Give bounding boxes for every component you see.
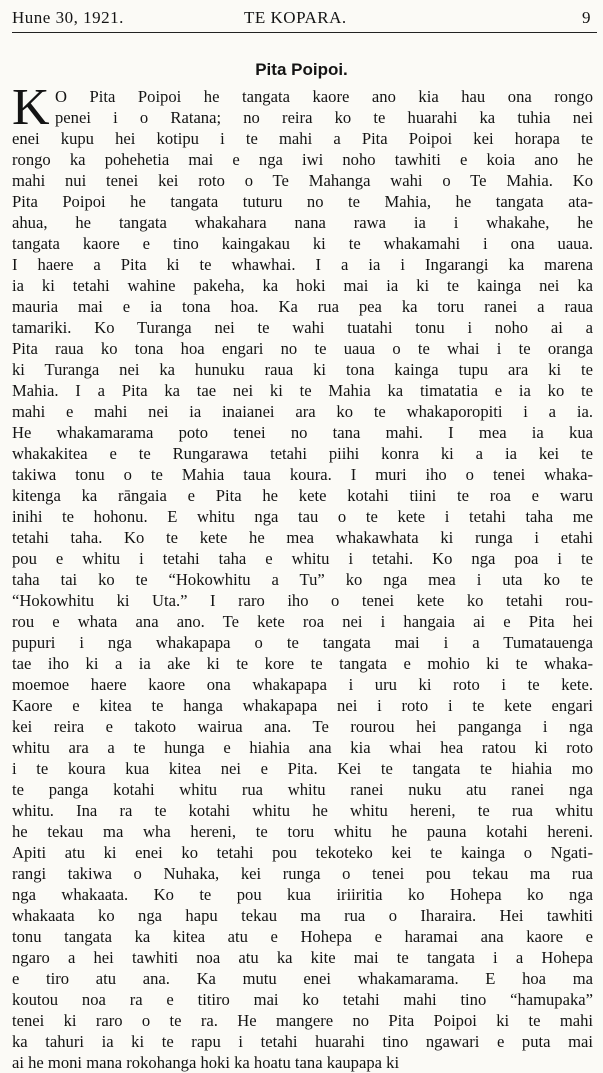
page-header bbox=[12, 6, 597, 33]
article-line: ki Turanga nei ka hunuku raua ki tona kainga tupu ara ki te bbox=[12, 360, 593, 379]
article-line: te panga kotahi whitu rua whitu ranei nuku atu ranei nga bbox=[12, 780, 593, 799]
article-line: tenei ki raro o te ra. He mangere no Pita Poipoi ki te mahi bbox=[12, 1011, 593, 1030]
article-line: koutou noa ra e titiro mai ko tetahi mahi tino “hamupaka” bbox=[12, 990, 593, 1009]
article-line: i te koura kua kitea nei e Pita. Kei te tangata te hiahia mo bbox=[12, 759, 593, 778]
article-line: tangata kaore e tino kaingakau ki te whakamahi i ona uaua. bbox=[12, 234, 593, 253]
article-line: whitu. Ina ra te kotahi whitu he whitu hereni, te rua whitu bbox=[12, 801, 593, 820]
article-line: moemoe haere kaore ona whakapapa i uru ki roto i te kete. bbox=[12, 675, 593, 694]
article-line: Pita Poipoi he tangata tuturu no te Mahia, he tangata ata- bbox=[12, 192, 593, 211]
article-line: e tiro atu ana. Ka mutu enei whakamarama. E hoa ma bbox=[12, 969, 593, 988]
article-line: mahi nui tenei kei roto o Te Mahanga wahi o Te Mahia. Ko bbox=[12, 171, 593, 190]
article-line: O Pita Poipoi he tangata kaore ano kia hau ona rongo bbox=[55, 87, 593, 106]
article-line: whitu ara a te hunga e hiahia ana kia whai hea ratou ki roto bbox=[12, 738, 593, 757]
article-line: tonu tangata ka kitea atu e Hohepa e haramai ana kaore e bbox=[12, 927, 593, 946]
article-line: penei i o Ratana; no reira ko te huarahi ka tuhia nei bbox=[55, 108, 593, 127]
article-line: Mahia. I a Pita ka tae nei ki te Mahia ka timatatia e ia ko te bbox=[12, 381, 593, 400]
article-line: I haere a Pita ki te whawhai. I a ia i Ingarangi ka marena bbox=[12, 255, 593, 274]
article-line: He whakamarama poto tenei no tana mahi. I mea ia kua bbox=[12, 423, 593, 442]
article-line: whakakitea e te Rungarawa tetahi piihi konra ki a ia kei te bbox=[12, 444, 593, 463]
article-line: enei kupu hei kotipu i te mahi a Pita Poipoi kei horapa te bbox=[12, 129, 593, 148]
article-line: ia ki tetahi wahine pakeha, ka hoki mai ia ki te kainga nei ka bbox=[12, 276, 593, 295]
drop-cap: K bbox=[12, 79, 50, 136]
article-line: taha tai ko te “Hokowhitu a Tu” ko nga mea i uta ko te bbox=[12, 570, 593, 589]
page-number: 9 bbox=[582, 8, 591, 27]
article-line: rou e whata ana ano. Te kete roa nei i hangaia ai e Pita hei bbox=[12, 612, 593, 631]
issue-date: Hune 30, 1921. bbox=[12, 8, 124, 27]
article-body bbox=[12, 79, 593, 1073]
article-line: he tekau ma wha hereni, te toru whitu he pauna kotahi hereni. bbox=[12, 822, 593, 841]
article-line: tamariki. Ko Turanga nei te wahi tuatahi tonu i noho ai a bbox=[12, 318, 593, 337]
article-line: inihi te hohonu. E whitu nga tau o te kete i tetahi taha me bbox=[12, 507, 593, 526]
article-line: Pita raua ko tona hoa engari no te uaua o te whai i te oranga bbox=[12, 339, 593, 358]
article-line: rongo ka pohehetia mai e nga iwi noho tawhiti e koia ano he bbox=[12, 150, 593, 169]
article-line: pou e whitu i tetahi taha e whitu i tetahi. Ko nga poa i te bbox=[12, 549, 593, 568]
article-line: mauria mai e ia tona hoa. Ka rua pea ka toru ranei a raua bbox=[12, 297, 593, 316]
article-line: rangi takiwa o Nuhaka, kei runga o tenei pou tekau ma rua bbox=[12, 864, 593, 883]
article-line: ahua, he tangata whakahara nana rawa ia i whakahe, he bbox=[12, 213, 593, 232]
article-line: Apiti atu ki enei ko tetahi pou tekoteko kei te kainga o Ngati- bbox=[12, 843, 593, 862]
article-line: mahi e mahi nei ia inaianei ara ko te whakaporopiti i a ia. bbox=[12, 402, 593, 421]
article-line: pupuri i nga whakapapa o te tangata mai i a Tumatauenga bbox=[12, 633, 593, 652]
article-line: ka tahuri ia ki te rapu i tetahi huarahi tino ngawari e puta mai bbox=[12, 1032, 593, 1051]
article-line: tetahi taha. Ko te kete he mea whakawhata ki runga i etahi bbox=[12, 528, 593, 547]
article-line: tae iho ki a ia ake ki te kore te tangata e mohio ki te whaka- bbox=[12, 654, 593, 673]
article-line: ai he moni mana rokohanga hoki ka hoatu tana kaupapa ki bbox=[12, 1053, 400, 1072]
article-title: Pita Poipoi. bbox=[255, 60, 348, 79]
article-line: takiwa tonu o te Mahia taua koura. I muri iho o tenei whaka- bbox=[12, 465, 593, 484]
article-line: nga whakaata. Ko te pou kua iriiritia ko Hohepa ko nga bbox=[12, 885, 593, 904]
publication-title: TE KOPARA. bbox=[244, 8, 347, 27]
article-line: whakaata ko nga hapu tekau ma rua o Iharaira. Hei tawhiti bbox=[12, 906, 593, 925]
article-line: kitenga ka rāngaia e Pita he kete kotahi tiini te roa e waru bbox=[12, 486, 593, 505]
article-line: Kaore e kitea te hanga whakapapa nei i roto i te kete engari bbox=[12, 696, 593, 715]
article-line: “Hokowhitu ki Uta.” I raro iho o tenei kete ko tetahi rou- bbox=[12, 591, 593, 610]
article-line: kei reira e takoto wairua ana. Te rourou hei panganga i nga bbox=[12, 717, 593, 736]
article-line: ngaro a hei tawhiti noa atu ka kite mai te tangata i a Hohepa bbox=[12, 948, 593, 967]
